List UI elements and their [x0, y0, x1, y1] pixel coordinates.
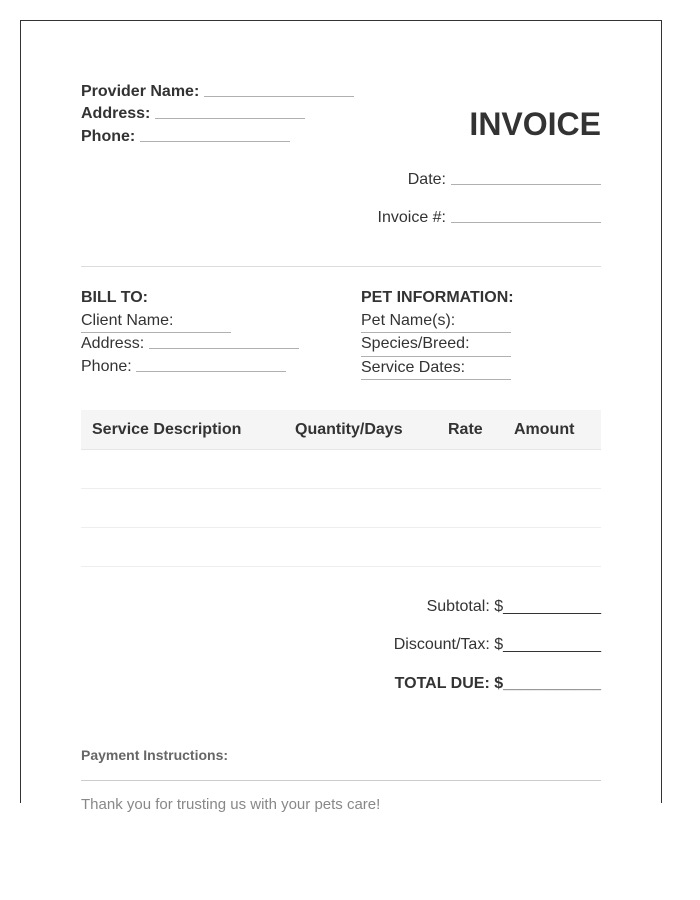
column-header-quantity: Quantity/Days	[295, 421, 403, 438]
provider-phone-label: Phone:	[81, 128, 136, 145]
client-name-label: Client Name:	[81, 312, 174, 329]
discount-tax-line: Discount/Tax: $___________	[393, 636, 601, 653]
total-due-line: TOTAL DUE: $___________	[394, 675, 601, 692]
provider-name-line[interactable]	[204, 96, 354, 97]
thank-you-note: Thank you for trusting us with your pets care!	[81, 796, 381, 813]
provider-address-line[interactable]	[155, 118, 305, 119]
pet-info-heading: PET INFORMATION:	[361, 289, 514, 306]
bill-to-heading: BILL TO:	[81, 289, 148, 306]
invoice-number-line[interactable]	[451, 222, 601, 223]
column-header-amount: Amount	[514, 421, 575, 438]
table-row[interactable]	[81, 566, 601, 567]
provider-phone-line[interactable]	[140, 141, 290, 142]
service-dates-label: Service Dates:	[361, 359, 466, 376]
column-header-rate: Rate	[448, 421, 483, 438]
provider-name-label: Provider Name:	[81, 83, 200, 100]
date-label: Date:	[407, 171, 446, 188]
service-dates-line[interactable]	[361, 379, 511, 380]
column-header-description: Service Description	[92, 421, 242, 438]
pet-name-line[interactable]	[361, 332, 511, 333]
invoice-title: INVOICE	[469, 106, 601, 142]
client-address-label: Address:	[81, 335, 145, 352]
client-address-line[interactable]	[149, 348, 299, 349]
client-phone-line[interactable]	[136, 371, 286, 372]
subtotal-line: Subtotal: $___________	[426, 598, 601, 615]
payment-instructions-label: Payment Instructions:	[81, 747, 229, 763]
payment-divider	[81, 780, 601, 781]
header-divider	[81, 266, 601, 267]
date-line[interactable]	[451, 184, 601, 185]
species-breed-label: Species/Breed:	[361, 335, 470, 352]
pet-name-label: Pet Name(s):	[361, 312, 456, 329]
invoice-number-label: Invoice #:	[377, 209, 446, 226]
service-table-header	[81, 410, 601, 450]
species-breed-line[interactable]	[361, 356, 511, 357]
invoice-page	[20, 20, 662, 813]
table-row[interactable]	[81, 527, 601, 528]
client-name-line[interactable]	[81, 332, 231, 333]
provider-address-label: Address:	[81, 105, 151, 122]
client-phone-label: Phone:	[81, 358, 132, 375]
table-row[interactable]	[81, 488, 601, 489]
